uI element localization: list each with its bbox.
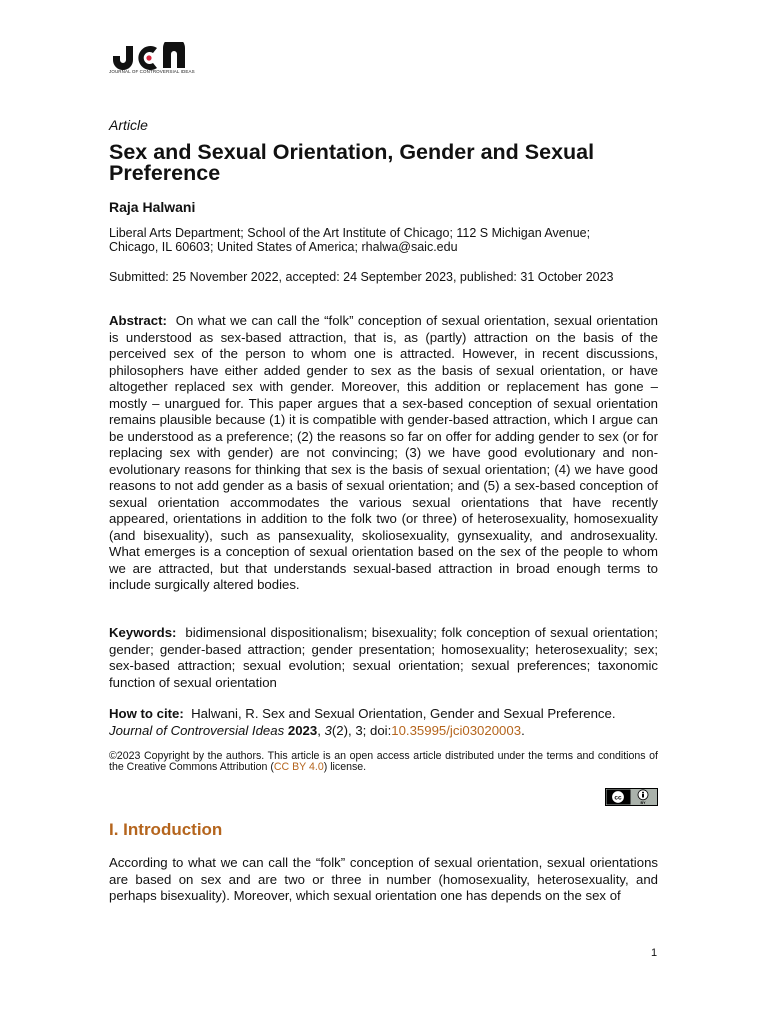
doi-link[interactable]: 10.35995/jci03020003 bbox=[391, 722, 522, 738]
introduction-text: According to what we can call the “folk” conception of sexual orientation, sexual orientations are based on sex and are two or three in number (homosexuality, heterosexuality, and perhaps bisexuality). Moreover, which sexual orientation one has depends on the sex of bbox=[109, 855, 658, 903]
publication-dates: Submitted: 25 November 2022, accepted: 24 September 2023, published: 31 October 2023 bbox=[109, 270, 614, 284]
citation-end: . bbox=[521, 722, 525, 738]
how-to-cite: How to cite: Halwani, R. Sex and Sexual Orientation, Gender and Sexual Preference. Journal of Controversial Ideas 2023, 3(2), 3; doi:10.35995/jci03020003. bbox=[109, 706, 616, 738]
keywords-label: Keywords: bbox=[109, 625, 177, 640]
citation-year: 2023 bbox=[287, 722, 318, 738]
abstract bbox=[109, 313, 658, 594]
page-number: 1 bbox=[651, 947, 658, 959]
citation-volume: 3 bbox=[324, 722, 332, 738]
article-type: Article bbox=[109, 117, 148, 133]
abstract-text: On what we can call the “folk” conception of sexual orientation, sexual orientation is understood as sex-based attraction, that is, as (partly) attraction on the basis of the perceived sex of the person to whom one is attracted. However, in recent discussions, philosophers have either added gender to sex as the basis of sexual orientation, or have altogether replaced sex with gender. Moreover, this addition or replacement has gone – mostly – unargued for. This paper argues that a sex-based conception of sexual orientation remains plausible because (1) it is compatible with gender-based attraction, which I argue can be understood as a preference; (2) the reasons so far on offer for adding gender to sex (or for replacing sex with gender) are not convincing; (3) we have good evolutionary and non-evolutionary reasons for thinking that sex is the basis of sexual orientation; (4) we have good reasons to not add gender as a basis of sexual orientation; and (5) a sex-based conception of sexual orientation accommodates the various sexual orientations that have recently appeared, orientations in addition to the folk two (or three) of heterosexuality, homosexuality (and bisexuality), such as pansexuality, skoliosexuality, gynsexuality, and androsexuality. What emerges is a conception of sexual orientation based on the sex of the people to whom we are attracted, but that understands sexual-based attraction in broad enough terms to include surgically altered bodies. bbox=[109, 313, 659, 592]
copyright-text-end: ) license. bbox=[323, 761, 367, 773]
author-affiliation: Liberal Arts Department; School of the Art Institute of Chicago; 112 S Michigan Avenue; Chicago, IL 60603; United States of America; rhalwa@saic.edu bbox=[109, 226, 591, 254]
citation-text: Halwani, R. Sex and Sexual Orientation, Gender and Sexual Preference. bbox=[191, 706, 616, 721]
abstract-label: Abstract: bbox=[109, 313, 167, 328]
author-name: Raja Halwani bbox=[109, 199, 196, 215]
section-heading: I. Introduction bbox=[109, 820, 223, 839]
keywords bbox=[109, 625, 658, 691]
cc-badge-cc-text: cc bbox=[614, 794, 622, 802]
copyright-notice bbox=[109, 751, 658, 773]
article-title: Sex and Sexual Orientation, Gender and Sexual Preference bbox=[109, 140, 595, 185]
copyright-text: ©2023 Copyright by the authors. This article is an open access article distributed under the terms and conditions of the Creative Commons Attribution ( bbox=[109, 750, 658, 773]
how-to-cite-label: How to cite: bbox=[109, 706, 184, 721]
journal-logo-text: JOURNAL OF CONTROVERSIAL IDEAS bbox=[109, 69, 195, 74]
keywords-text: bidimensional dispositionalism; bisexuality; folk conception of sexual orientation; gender; gender-based attraction; gender presentation; homosexuality; heterosexuality; sex; sex-based attraction; sexual evolution; sexual orientation; sexual preferences; taxonomic function of sexual orientation bbox=[109, 625, 658, 690]
cc-badge-by-text: BY bbox=[640, 801, 646, 806]
citation-issue-pages: (2), 3; doi: bbox=[331, 722, 392, 738]
citation-journal: Journal of Controversial Ideas bbox=[109, 722, 285, 738]
cc-by-license-badge[interactable] bbox=[605, 788, 658, 806]
license-link[interactable]: CC BY 4.0 bbox=[273, 761, 324, 773]
